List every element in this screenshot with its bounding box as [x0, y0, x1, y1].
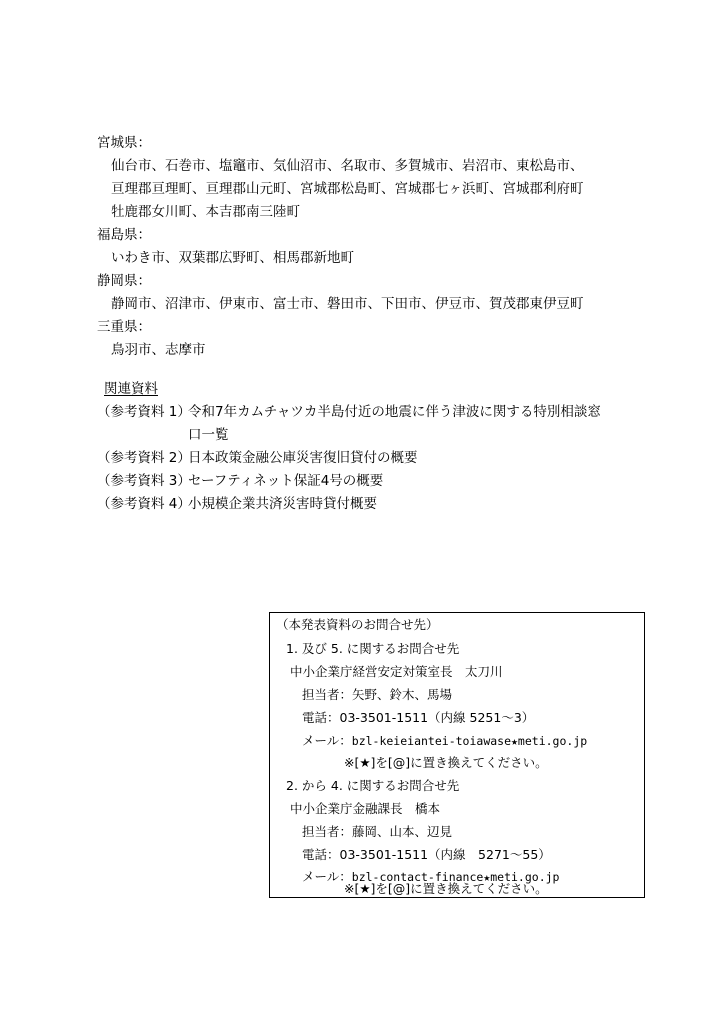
miyagi-line-1: 仙台市、石巻市、塩竈市、気仙沼市、名取市、多賀城市、岩沼市、東松島市、 [111, 158, 584, 174]
contact-group2-staff: 担当者：藤岡、山本、辺見 [302, 824, 453, 839]
contact-group2-office: 中小企業庁金融課長 橋本 [290, 801, 441, 816]
contact-group2-mail: bzl-contact-finance★meti.go.jp [351, 870, 560, 884]
materials-heading: 関連資料 [104, 381, 158, 397]
contact-group1-mail-row [302, 732, 587, 750]
miyagi-line-3: 牡鹿郡女川町、本吉郡南三陸町 [111, 204, 300, 220]
contact-group2-note: ※[★]を[@]に置き換えてください。 [344, 881, 548, 896]
contact-group1-mail: bzl-keieiantei-toiawase★meti.go.jp [351, 734, 588, 748]
material-ref-2: （参考資料 2） [97, 450, 191, 466]
contact-group1-staff: 担当者：矢野、鈴木、馬場 [302, 687, 453, 702]
shizuoka-line-1: 静岡市、沼津市、伊東市、富士市、磐田市、下田市、伊豆市、賀茂郡東伊豆町 [111, 296, 584, 312]
contact-box [269, 612, 645, 898]
contact-group1-office: 中小企業庁経営安定対策室長 太刀川 [290, 664, 503, 679]
miyagi-line-2: 亘理郡亘理町、亘理郡山元町、宮城郡松島町、宮城郡七ヶ浜町、宮城郡利府町 [111, 181, 584, 197]
material-text-1: 令和7年カムチャツカ半島付近の地震に伴う津波に関する特別相談窓 [188, 404, 601, 420]
contact-group2-heading: 2. から 4. に関するお問合せ先 [286, 778, 460, 793]
material-text-2: 日本政策金融公庫災害復旧貸付の概要 [188, 450, 418, 466]
fukushima-heading: 福島県： [97, 227, 151, 243]
material-text-4: 小規模企業共済災害時貸付概要 [188, 496, 377, 512]
mie-heading: 三重県： [97, 319, 151, 335]
material-ref-3: （参考資料 3） [97, 473, 191, 489]
material-text-1-cont: 口一覧 [188, 427, 229, 443]
contact-group1-phone: 電話：03-3501-1511（内線 5251～3） [302, 710, 535, 725]
material-ref-4: （参考資料 4） [97, 496, 191, 512]
contact-group1-note: ※[★]を[@]に置き換えてください。 [344, 755, 548, 770]
shizuoka-heading: 静岡県： [97, 273, 151, 289]
contact-title: （本発表資料のお問合せ先） [276, 617, 439, 632]
material-ref-1: （参考資料 1） [97, 404, 191, 420]
contact-group1-mail-label: メール： [302, 733, 352, 748]
fukushima-line-1: いわき市、双葉郡広野町、相馬郡新地町 [111, 250, 354, 266]
contact-group2-mail-label: メール： [302, 869, 352, 884]
miyagi-heading: 宮城県： [97, 135, 151, 151]
contact-group1-heading: 1. 及び 5. に関するお問合せ先 [286, 641, 460, 656]
material-text-3: セーフティネット保証4号の概要 [188, 473, 384, 489]
contact-group2-phone: 電話：03-3501-1511（内線 5271～55） [302, 847, 551, 862]
mie-line-1: 鳥羽市、志摩市 [111, 342, 206, 358]
